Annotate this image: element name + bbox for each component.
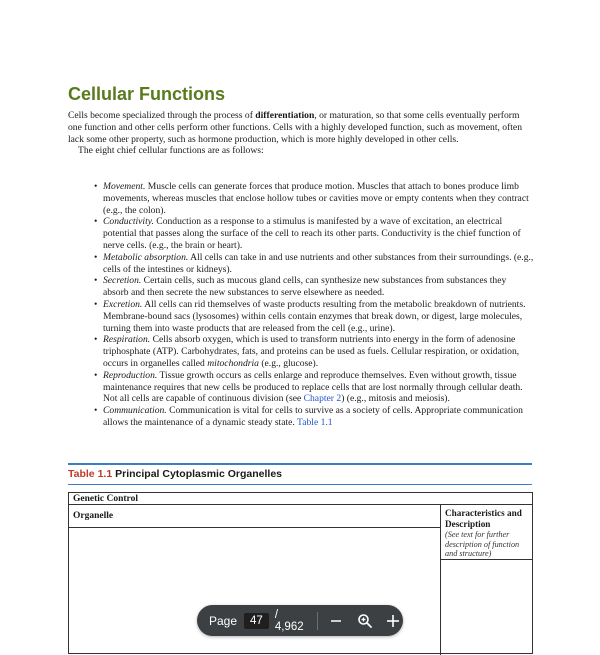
zoom-in-button[interactable] (383, 610, 403, 632)
list-item: • Respiration. Cells absorb oxygen, which is used to transform nutrients into energy in the form of adenosine triphosphate (ATP). Carbohydrates, fats, and proteins can be used as fuels. Cellular respiration, or oxidation, occurs in organelles called mitochondria (e.g., glucose). (94, 334, 520, 369)
list-item: • Secretion. Certain cells, such as mucous gland cells, can synthesize new substances from substances they absorb and then secrete the new substances to serve elsewhere as needed. (94, 275, 507, 299)
term-differentiation: differentiation (255, 110, 315, 121)
list-item: • Movement. Muscle cells can generate forces that produce motion. Muscles that attach to bones produce limb movements, whereas muscles that enclose hollow tubes or cavities move or empty contents when they contract (e.g., the colon). (94, 181, 529, 216)
table-caption (68, 468, 282, 480)
bullet-icon: • (94, 334, 98, 346)
column-header-characteristics: Characteristics and Description (445, 508, 522, 529)
zoom-out-button[interactable] (326, 610, 346, 632)
table-bottom-rule (68, 484, 532, 485)
table-label: Table 1.1 (68, 468, 113, 480)
list-item: • Reproduction. Tissue growth occurs as cells enlarge and reproduce themselves. Even without growth, tissue maintenance requires that new cells be produced to replace cells that are lost normally through cellular death. Not all cells are capable of continuous division (see Chapter 2) (e.g., mitosis and meiosis). (94, 369, 523, 405)
zoom-button[interactable] (354, 610, 374, 632)
bullet-icon: • (94, 298, 98, 310)
total-pages: / 4,962 (274, 608, 304, 633)
bullet-icon: • (94, 216, 98, 228)
table-top-rule (68, 463, 532, 465)
table-title: Principal Cytoplasmic Organelles (115, 468, 283, 480)
table-1-1-link[interactable]: Table 1.1 (297, 416, 333, 428)
section-title: Cellular Functions (68, 84, 226, 104)
column-header-note: (See text for further description of function and structure) (445, 530, 520, 558)
list-item: • Conductivity. Conduction as a response to a stimulus is manifested by a wave of excitation, an electrical potential that passes along the surface of the cell to reach its other parts. Conductivity is the chief function of nerve cells. (e.g., the brain or heart). (94, 216, 521, 251)
column-divider (440, 505, 441, 655)
bullet-icon: • (94, 275, 98, 287)
column-header-organelle: Organelle (73, 511, 114, 521)
plus-icon (386, 614, 400, 628)
toolbar-divider (317, 612, 318, 630)
intro-lead-in: The eight chief cellular functions are as follows: (78, 145, 264, 157)
chapter-2-link[interactable]: Chapter 2 (303, 393, 342, 405)
list-item: • Communication. Communication is vital for cells to survive as a society of cells. Appropriate communication allows the maintenance of a dynamic steady state. Table 1.1 (94, 405, 523, 428)
page-label: Page (209, 613, 238, 628)
magnifier-icon (357, 613, 373, 629)
bullet-icon: • (94, 251, 98, 263)
list-item: • Excretion. All cells can rid themselves of waste products resulting from the metabolic breakdown of nutrients. Membrane-bound sacs (lysosomes) within cells contain enzymes that break down, or digest, large molecules, turning them into waste products that are released from the cell (e.g., urine). (94, 298, 526, 334)
list-item: • Metabolic absorption. All cells can take in and use nutrients and other substances from their surroundings. (e.g., cells of the intestines or kidneys). (94, 251, 534, 275)
bullet-icon: • (94, 369, 98, 381)
bullet-icon: • (94, 405, 98, 417)
page-toolbar (197, 605, 403, 636)
functions-list (94, 181, 534, 429)
bullet-icon: • (94, 181, 98, 192)
minus-icon (330, 615, 342, 627)
intro-paragraph: Cells become specialized through the process of differentiation, or maturation, so that some cells eventually perform one function and other cells perform other functions. Cells with a highly developed function, such as movement, often lack some other property, such as hormone production, which is more highly developed in other cells. (68, 110, 522, 145)
header-divider-right (440, 559, 532, 560)
header-divider (69, 527, 440, 528)
intro-text (68, 110, 534, 157)
table-group-header: Genetic Control (69, 493, 532, 505)
page-number-input[interactable]: 47 (244, 613, 269, 629)
